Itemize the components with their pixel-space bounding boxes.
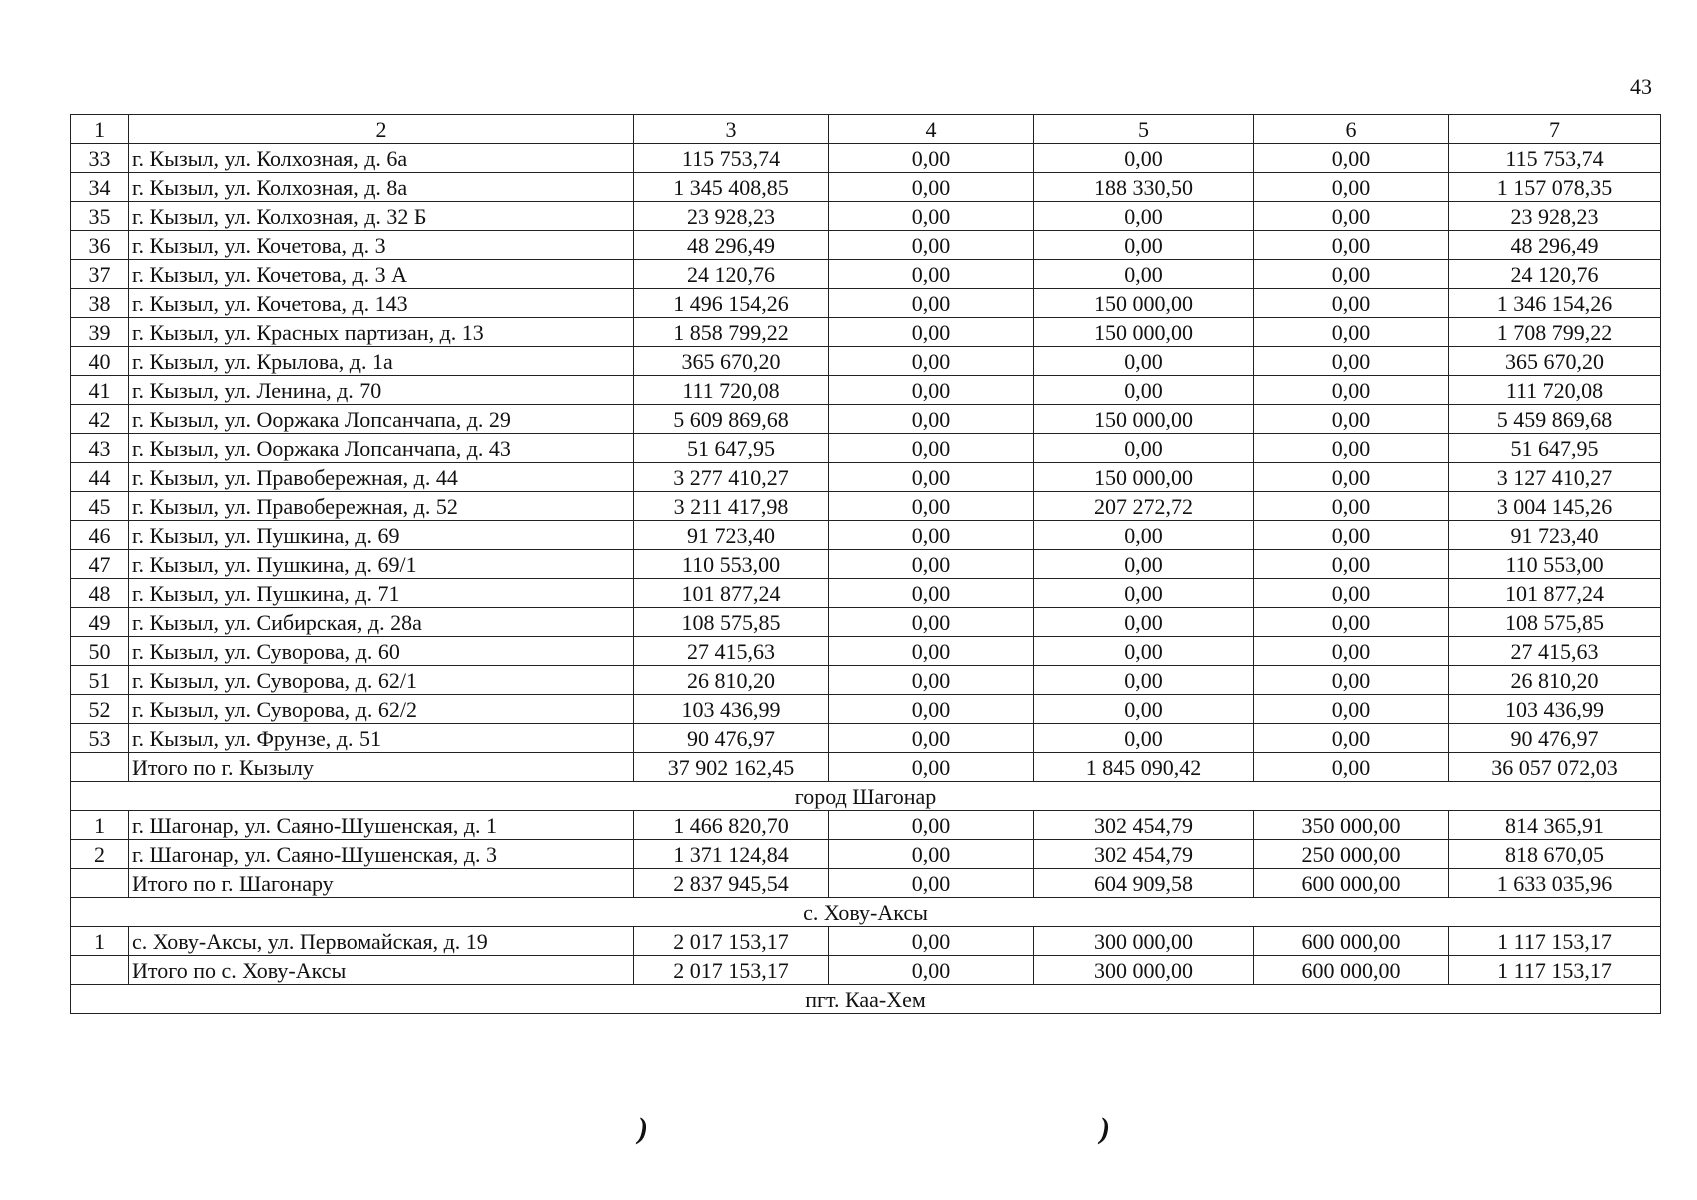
value-cell-7: 90 476,97 [1449,724,1661,753]
column-header: 6 [1254,115,1449,144]
value-cell-4: 0,00 [829,260,1034,289]
row-number: 42 [71,405,129,434]
address-cell: Итого по г. Шагонару [129,869,634,898]
value-cell-3: 1 345 408,85 [634,173,829,202]
value-cell-7: 23 928,23 [1449,202,1661,231]
row-number: 47 [71,550,129,579]
address-cell: г. Кызыл, ул. Фрунзе, д. 51 [129,724,634,753]
handwritten-mark: ) [638,1112,648,1145]
value-cell-3: 365 670,20 [634,347,829,376]
address-cell: г. Кызыл, ул. Красных партизан, д. 13 [129,318,634,347]
row-number: 37 [71,260,129,289]
row-number: 43 [71,434,129,463]
row-number: 34 [71,173,129,202]
row-number: 48 [71,579,129,608]
address-cell: г. Кызыл, ул. Ооржака Лопсанчапа, д. 29 [129,405,634,434]
value-cell-6: 0,00 [1254,231,1449,260]
value-cell-5: 150 000,00 [1034,289,1254,318]
value-cell-4: 0,00 [829,492,1034,521]
value-cell-7: 111 720,08 [1449,376,1661,405]
address-cell: г. Кызыл, ул. Колхозная, д. 6а [129,144,634,173]
value-cell-4: 0,00 [829,434,1034,463]
value-cell-4: 0,00 [829,405,1034,434]
value-cell-5: 300 000,00 [1034,956,1254,985]
value-cell-6: 600 000,00 [1254,956,1449,985]
value-cell-3: 111 720,08 [634,376,829,405]
column-header: 3 [634,115,829,144]
row-number: 40 [71,347,129,376]
value-cell-3: 2 017 153,17 [634,927,829,956]
row-number: 2 [71,840,129,869]
value-cell-7: 103 436,99 [1449,695,1661,724]
address-cell: г. Шагонар, ул. Саяно-Шушенская, д. 3 [129,840,634,869]
address-cell: г. Кызыл, ул. Пушкина, д. 71 [129,579,634,608]
address-cell: г. Кызыл, ул. Ооржака Лопсанчапа, д. 43 [129,434,634,463]
address-cell: Итого по с. Хову-Аксы [129,956,634,985]
header-row [71,115,1661,144]
row-number: 39 [71,318,129,347]
value-cell-4: 0,00 [829,173,1034,202]
table-row [71,202,1661,231]
value-cell-3: 103 436,99 [634,695,829,724]
value-cell-4: 0,00 [829,550,1034,579]
column-header: 5 [1034,115,1254,144]
row-number [71,869,129,898]
value-cell-7: 27 415,63 [1449,637,1661,666]
value-cell-5: 188 330,50 [1034,173,1254,202]
total-row [71,869,1661,898]
value-cell-7: 108 575,85 [1449,608,1661,637]
value-cell-7: 818 670,05 [1449,840,1661,869]
address-cell: г. Кызыл, ул. Крылова, д. 1а [129,347,634,376]
value-cell-4: 0,00 [829,927,1034,956]
value-cell-4: 0,00 [829,318,1034,347]
value-cell-3: 5 609 869,68 [634,405,829,434]
table-row [71,608,1661,637]
table-row [71,695,1661,724]
table-row [71,376,1661,405]
value-cell-4: 0,00 [829,521,1034,550]
value-cell-7: 24 120,76 [1449,260,1661,289]
section-row [71,782,1661,811]
value-cell-6: 0,00 [1254,347,1449,376]
row-number: 51 [71,666,129,695]
value-cell-7: 1 708 799,22 [1449,318,1661,347]
value-cell-3: 1 496 154,26 [634,289,829,318]
value-cell-6: 0,00 [1254,202,1449,231]
table-row [71,521,1661,550]
value-cell-6: 0,00 [1254,753,1449,782]
table-row [71,666,1661,695]
value-cell-6: 250 000,00 [1254,840,1449,869]
row-number: 36 [71,231,129,260]
value-cell-3: 3 211 417,98 [634,492,829,521]
table-body [71,115,1661,1014]
value-cell-5: 0,00 [1034,666,1254,695]
table-row [71,840,1661,869]
value-cell-4: 0,00 [829,956,1034,985]
address-cell: г. Кызыл, ул. Колхозная, д. 32 Б [129,202,634,231]
value-cell-3: 90 476,97 [634,724,829,753]
address-cell: Итого по г. Кызылу [129,753,634,782]
address-cell: г. Кызыл, ул. Ленина, д. 70 [129,376,634,405]
table-row [71,579,1661,608]
value-cell-5: 0,00 [1034,608,1254,637]
row-number: 33 [71,144,129,173]
value-cell-3: 115 753,74 [634,144,829,173]
value-cell-7: 3 127 410,27 [1449,463,1661,492]
value-cell-3: 1 466 820,70 [634,811,829,840]
row-number: 35 [71,202,129,231]
value-cell-5: 0,00 [1034,202,1254,231]
value-cell-6: 0,00 [1254,405,1449,434]
value-cell-7: 365 670,20 [1449,347,1661,376]
value-cell-7: 1 117 153,17 [1449,956,1661,985]
table-row [71,260,1661,289]
row-number [71,956,129,985]
value-cell-4: 0,00 [829,869,1034,898]
address-cell: г. Кызыл, ул. Суворова, д. 62/1 [129,666,634,695]
address-cell: г. Кызыл, ул. Кочетова, д. 143 [129,289,634,318]
address-cell: г. Кызыл, ул. Кочетова, д. 3 [129,231,634,260]
value-cell-4: 0,00 [829,811,1034,840]
table-row [71,463,1661,492]
handwritten-mark: ) [1100,1112,1110,1145]
value-cell-7: 26 810,20 [1449,666,1661,695]
table-row [71,144,1661,173]
address-cell: г. Шагонар, ул. Саяно-Шушенская, д. 1 [129,811,634,840]
section-row [71,985,1661,1014]
value-cell-6: 0,00 [1254,579,1449,608]
value-cell-7: 110 553,00 [1449,550,1661,579]
value-cell-7: 101 877,24 [1449,579,1661,608]
total-row [71,753,1661,782]
address-cell: г. Кызыл, ул. Колхозная, д. 8а [129,173,634,202]
value-cell-4: 0,00 [829,376,1034,405]
value-cell-4: 0,00 [829,666,1034,695]
data-table [70,114,1661,1014]
value-cell-5: 302 454,79 [1034,811,1254,840]
value-cell-4: 0,00 [829,695,1034,724]
value-cell-5: 604 909,58 [1034,869,1254,898]
value-cell-7: 115 753,74 [1449,144,1661,173]
value-cell-7: 1 346 154,26 [1449,289,1661,318]
value-cell-3: 48 296,49 [634,231,829,260]
row-number: 45 [71,492,129,521]
address-cell: г. Кызыл, ул. Пушкина, д. 69 [129,521,634,550]
value-cell-5: 207 272,72 [1034,492,1254,521]
value-cell-7: 1 633 035,96 [1449,869,1661,898]
value-cell-5: 0,00 [1034,347,1254,376]
section-title: с. Хову-Аксы [71,898,1661,927]
row-number: 1 [71,927,129,956]
value-cell-5: 150 000,00 [1034,463,1254,492]
address-cell: г. Кызыл, ул. Суворова, д. 60 [129,637,634,666]
value-cell-4: 0,00 [829,202,1034,231]
value-cell-6: 0,00 [1254,521,1449,550]
value-cell-7: 91 723,40 [1449,521,1661,550]
column-header: 7 [1449,115,1661,144]
page-number: 43 [1630,74,1652,99]
table-row [71,637,1661,666]
value-cell-7: 36 057 072,03 [1449,753,1661,782]
value-cell-3: 27 415,63 [634,637,829,666]
value-cell-7: 3 004 145,26 [1449,492,1661,521]
value-cell-7: 1 117 153,17 [1449,927,1661,956]
row-number: 53 [71,724,129,753]
address-cell: г. Кызыл, ул. Правобережная, д. 44 [129,463,634,492]
value-cell-4: 0,00 [829,724,1034,753]
value-cell-7: 814 365,91 [1449,811,1661,840]
value-cell-3: 1 371 124,84 [634,840,829,869]
value-cell-6: 0,00 [1254,637,1449,666]
value-cell-3: 24 120,76 [634,260,829,289]
value-cell-3: 23 928,23 [634,202,829,231]
address-cell: г. Кызыл, ул. Сибирская, д. 28а [129,608,634,637]
value-cell-6: 0,00 [1254,144,1449,173]
table-row [71,318,1661,347]
row-number: 38 [71,289,129,318]
value-cell-3: 91 723,40 [634,521,829,550]
section-title: город Шагонар [71,782,1661,811]
value-cell-5: 0,00 [1034,550,1254,579]
value-cell-3: 3 277 410,27 [634,463,829,492]
value-cell-5: 0,00 [1034,260,1254,289]
value-cell-6: 0,00 [1254,318,1449,347]
value-cell-3: 110 553,00 [634,550,829,579]
value-cell-6: 0,00 [1254,666,1449,695]
value-cell-6: 0,00 [1254,434,1449,463]
value-cell-3: 2 837 945,54 [634,869,829,898]
table-row [71,289,1661,318]
total-row [71,956,1661,985]
value-cell-5: 302 454,79 [1034,840,1254,869]
table-row [71,347,1661,376]
value-cell-6: 0,00 [1254,695,1449,724]
value-cell-4: 0,00 [829,463,1034,492]
table-row [71,811,1661,840]
value-cell-3: 37 902 162,45 [634,753,829,782]
value-cell-5: 0,00 [1034,724,1254,753]
row-number: 41 [71,376,129,405]
address-cell: г. Кызыл, ул. Пушкина, д. 69/1 [129,550,634,579]
value-cell-3: 51 647,95 [634,434,829,463]
value-cell-7: 48 296,49 [1449,231,1661,260]
value-cell-5: 0,00 [1034,376,1254,405]
value-cell-5: 150 000,00 [1034,405,1254,434]
column-header: 1 [71,115,129,144]
value-cell-4: 0,00 [829,231,1034,260]
value-cell-5: 0,00 [1034,434,1254,463]
value-cell-6: 0,00 [1254,550,1449,579]
value-cell-6: 0,00 [1254,492,1449,521]
value-cell-5: 0,00 [1034,231,1254,260]
row-number: 52 [71,695,129,724]
table-row [71,550,1661,579]
table-row [71,927,1661,956]
table-row [71,724,1661,753]
value-cell-5: 0,00 [1034,521,1254,550]
row-number: 50 [71,637,129,666]
value-cell-5: 0,00 [1034,637,1254,666]
value-cell-6: 350 000,00 [1254,811,1449,840]
section-title: пгт. Каа-Хем [71,985,1661,1014]
value-cell-4: 0,00 [829,579,1034,608]
value-cell-6: 600 000,00 [1254,927,1449,956]
value-cell-6: 0,00 [1254,608,1449,637]
column-header: 2 [129,115,634,144]
value-cell-4: 0,00 [829,347,1034,376]
row-number [71,753,129,782]
value-cell-4: 0,00 [829,637,1034,666]
value-cell-4: 0,00 [829,289,1034,318]
value-cell-3: 101 877,24 [634,579,829,608]
value-cell-6: 0,00 [1254,376,1449,405]
value-cell-4: 0,00 [829,608,1034,637]
value-cell-7: 5 459 869,68 [1449,405,1661,434]
value-cell-5: 0,00 [1034,695,1254,724]
value-cell-5: 1 845 090,42 [1034,753,1254,782]
value-cell-4: 0,00 [829,144,1034,173]
table-row [71,492,1661,521]
value-cell-3: 108 575,85 [634,608,829,637]
value-cell-6: 0,00 [1254,260,1449,289]
row-number: 1 [71,811,129,840]
table-row [71,434,1661,463]
table-row [71,173,1661,202]
value-cell-6: 0,00 [1254,289,1449,318]
table-row [71,405,1661,434]
value-cell-4: 0,00 [829,840,1034,869]
value-cell-7: 51 647,95 [1449,434,1661,463]
address-cell: с. Хову-Аксы, ул. Первомайская, д. 19 [129,927,634,956]
address-cell: г. Кызыл, ул. Правобережная, д. 52 [129,492,634,521]
row-number: 46 [71,521,129,550]
table-row [71,231,1661,260]
section-row [71,898,1661,927]
address-cell: г. Кызыл, ул. Кочетова, д. 3 А [129,260,634,289]
row-number: 49 [71,608,129,637]
value-cell-5: 0,00 [1034,579,1254,608]
value-cell-6: 0,00 [1254,463,1449,492]
value-cell-3: 2 017 153,17 [634,956,829,985]
row-number: 44 [71,463,129,492]
value-cell-4: 0,00 [829,753,1034,782]
column-header: 4 [829,115,1034,144]
value-cell-6: 0,00 [1254,724,1449,753]
value-cell-5: 150 000,00 [1034,318,1254,347]
value-cell-7: 1 157 078,35 [1449,173,1661,202]
value-cell-6: 0,00 [1254,173,1449,202]
value-cell-3: 1 858 799,22 [634,318,829,347]
value-cell-6: 600 000,00 [1254,869,1449,898]
value-cell-5: 300 000,00 [1034,927,1254,956]
value-cell-5: 0,00 [1034,144,1254,173]
value-cell-3: 26 810,20 [634,666,829,695]
address-cell: г. Кызыл, ул. Суворова, д. 62/2 [129,695,634,724]
